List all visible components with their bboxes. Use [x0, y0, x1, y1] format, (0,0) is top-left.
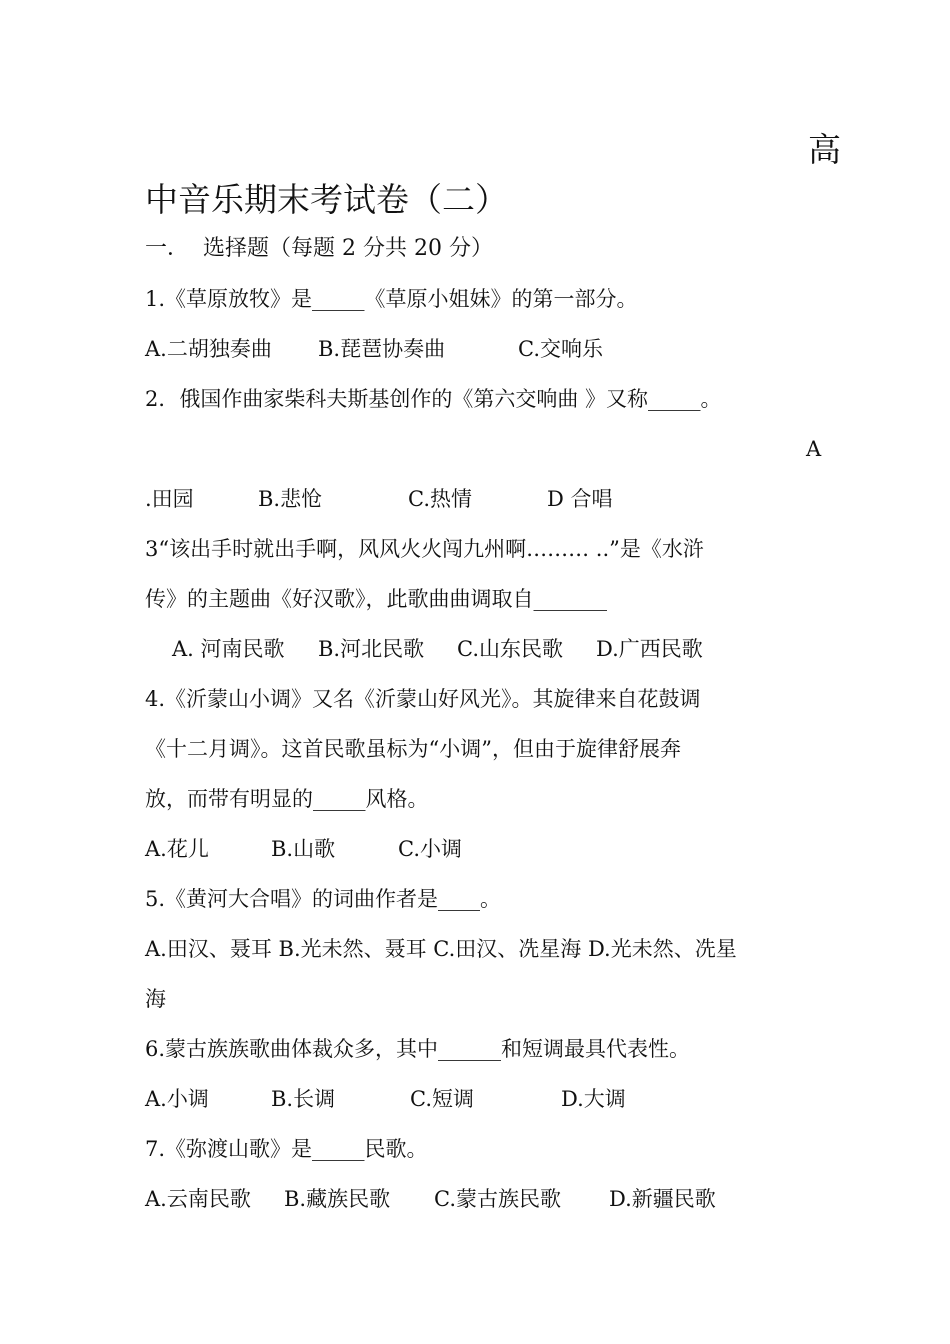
question-6-stem: 6.蒙古族族歌曲体裁众多，其中______和短调最具代表性。	[145, 1037, 691, 1061]
question-3-option-b: B.河北民歌	[318, 637, 425, 661]
question-2-option-a-tail: .田园	[145, 487, 194, 511]
question-1-option-a: A.二胡独奏曲	[145, 337, 272, 361]
question-7-stem: 7.《弥渡山歌》是_____民歌。	[145, 1137, 428, 1161]
question-7-option-b: B.藏族民歌	[284, 1187, 391, 1211]
question-2-option-a-head: A	[806, 437, 822, 461]
question-6-option-b: B.长调	[271, 1087, 336, 1111]
question-1-option-c: C.交响乐	[518, 337, 603, 361]
question-2-option-b: B.悲怆	[258, 487, 323, 511]
question-4-stem-line3: 放，而带有明显的_____风格。	[145, 787, 429, 811]
question-4-option-b: B.山歌	[271, 837, 336, 861]
question-2-stem: 2．俄国作曲家柴科夫斯基创作的《第六交响曲 》又称_____。	[145, 387, 722, 411]
question-2-option-d: D 合唱	[547, 487, 613, 511]
question-6-option-a: A.小调	[145, 1087, 209, 1111]
question-3-option-a: A. 河南民歌	[172, 637, 285, 661]
question-4-option-c: C.小调	[398, 837, 462, 861]
exam-title-part1: 高	[808, 130, 841, 169]
question-6-option-d: D.大调	[561, 1087, 626, 1111]
exam-title-part2: 中音乐期末考试卷（二）	[145, 180, 508, 219]
section-heading-choice: 一． 选择题（每题 2 分共 20 分）	[145, 236, 493, 261]
question-7-option-c: C.蒙古族民歌	[434, 1187, 561, 1211]
question-6-option-c: C.短调	[410, 1087, 474, 1111]
question-4-option-a: A.花儿	[145, 837, 209, 861]
question-3-stem-line1: 3“该出手时就出手啊，风风火火闯九州啊……… ..”是《水浒	[145, 537, 704, 561]
question-2-option-c: C.热情	[408, 487, 472, 511]
question-3-option-c: C.山东民歌	[457, 637, 563, 661]
question-5-options-line1: A.田汉、聂耳 B.光未然、聂耳 C.田汉、冼星海 D.光未然、冼星	[145, 937, 737, 961]
question-5-options-line2: 海	[145, 987, 166, 1011]
question-3-stem-line2: 传》的主题曲《好汉歌》，此歌曲曲调取自_______	[145, 587, 607, 611]
question-4-stem-line1: 4.《沂蒙山小调》又名《沂蒙山好风光》。其旋律来自花鼓调	[145, 687, 701, 711]
question-4-stem-line2: 《十二月调》。这首民歌虽标为“小调”，但由于旋律舒展奔	[145, 737, 681, 761]
question-1-option-b: B.琵琶协奏曲	[318, 337, 446, 361]
question-1-stem: 1.《草原放牧》是_____《草原小姐妹》的第一部分。	[145, 287, 638, 311]
question-5-stem: 5.《黄河大合唱》的词曲作者是____。	[145, 887, 502, 911]
question-7-option-d: D.新疆民歌	[609, 1187, 716, 1211]
question-3-option-d: D.广西民歌	[596, 637, 703, 661]
question-7-option-a: A.云南民歌	[145, 1187, 251, 1211]
